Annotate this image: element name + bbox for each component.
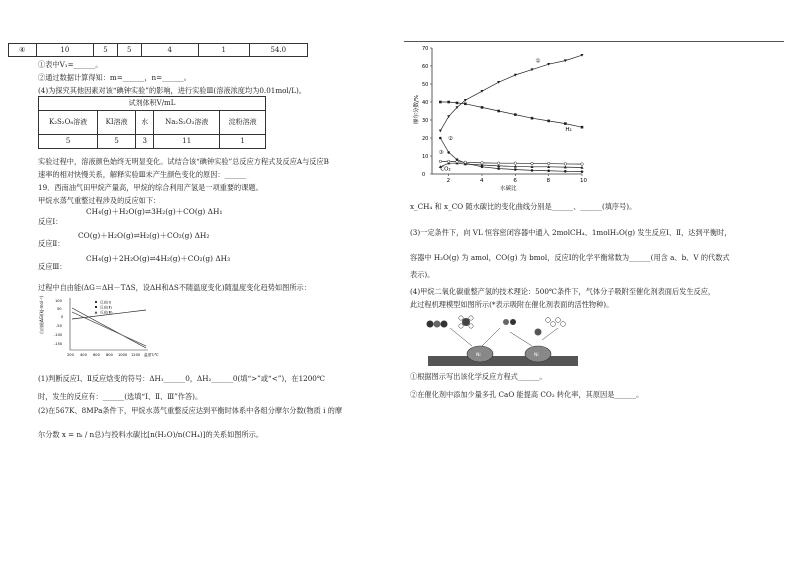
reaction-label: 反应Ⅰ： — [38, 217, 63, 226]
question-line: (3)一定条件下，向 VL 恒容密闭容器中通入 2molCH₄、1molH₂O(g) 发生反应Ⅰ、Ⅱ，达到平衡时， — [410, 228, 732, 237]
reaction-equation: CH₄(g)＋H₂O(g)⇌3H₂(g)＋CO(g) ΔH₁ — [86, 207, 223, 216]
molecule-atom — [441, 321, 448, 328]
question-line: 容器中 H₂O(g) 为 amol，CO(g) 为 bmol，反应Ⅰ的化学平衡常数为______(用含 a、b、V 的代数式 — [410, 253, 730, 262]
question-line: 尔分数 x = nᵢ / n总)与投料水碳比[n(H₂O)/n(CH₄)]的关系如图所示。 — [38, 430, 264, 439]
y-tick: 100 — [55, 299, 62, 303]
question-line: 甲烷水蒸气重整过程涉及的反应如下： — [38, 196, 161, 205]
series-label: ③ — [438, 150, 444, 157]
legend-entry: 反应(Ⅰ) — [100, 300, 112, 305]
data-point — [447, 151, 450, 154]
x-tick-label: 2 — [446, 178, 451, 184]
molecule-atom — [556, 318, 561, 323]
data-point — [547, 120, 550, 123]
data-point — [547, 169, 550, 172]
y-tick-label: 0 — [422, 172, 426, 178]
question-line: (4)为探究其他因素对该“碘钟实验”的影响，进行实验Ⅲ(溶液浓度均为0.01mol/L)。 — [38, 86, 306, 95]
arrow — [542, 328, 558, 340]
series-label: H₂ — [565, 126, 572, 133]
x-tick-label: 6 — [513, 178, 517, 184]
x-tick-label: 4 — [480, 178, 484, 184]
table-cell: 1 — [198, 44, 249, 57]
table-cell: 5 — [94, 44, 118, 57]
data-point — [547, 162, 550, 165]
question-line: ①表中V₁=______。 — [38, 60, 103, 69]
question-line: x_CH₄ 和 x_CO 随水碳比的变化曲线分别是______、______(填序号)。 — [410, 202, 637, 211]
table-cell: 54.0 — [249, 44, 307, 57]
question-line: 此过程机理模型如图所示(*表示吸附在催化剂表面的活性物种)。 — [410, 300, 614, 309]
data-point — [439, 137, 442, 140]
data-point — [497, 162, 500, 165]
y-tick-label: 10 — [422, 154, 429, 160]
series-line — [440, 102, 582, 127]
y-tick-label: 30 — [422, 118, 429, 124]
series-line-reaction-3 — [72, 312, 146, 346]
molecule-atom — [469, 316, 473, 320]
question-line: 过程中自由能(ΔG＝ΔH－TΔS，设ΔH和ΔS不随温度变化)随温度变化趋势如图所示： — [38, 283, 311, 292]
table-cell: 5 — [98, 135, 136, 149]
data-point — [514, 162, 517, 165]
molecule-atom — [469, 324, 473, 328]
legend-entry: 反应(Ⅲ) — [100, 310, 113, 315]
question-line: (2)在567K、8MPa条件下，甲烷水蒸气重整反应达到平衡时体系中各组分摩尔分数(物质 i 的摩 — [38, 406, 343, 415]
question-line: ②在催化剂中添加少量多孔 CaO 能提高 CO₂ 转化率，其原因是______。 — [410, 390, 644, 399]
data-point — [497, 110, 500, 113]
data-point — [456, 102, 459, 105]
x-tick: 600 — [93, 353, 100, 357]
mechanism-diagram — [420, 312, 595, 370]
data-point — [564, 163, 567, 166]
x-tick: 1000 — [118, 353, 128, 357]
data-point — [481, 106, 484, 109]
data-point — [439, 130, 442, 133]
table-col-header: 淀粉溶液 — [220, 111, 266, 135]
table-cell: 4 — [141, 44, 198, 57]
data-point — [514, 168, 517, 171]
y-tick: -150 — [54, 342, 63, 346]
table-cell: 5 — [117, 44, 141, 57]
data-point — [456, 160, 459, 163]
data-point — [447, 101, 450, 104]
data-point — [464, 103, 467, 106]
table-cell: ④ — [9, 44, 37, 57]
question-line: (1)判断反应Ⅰ、Ⅱ反应焓变的符号：ΔH₁______0，ΔH₂______0(填“>”或“<”)，在1200℃ — [38, 374, 325, 383]
legend-entry: 反应(Ⅱ) — [100, 305, 112, 310]
legend-marker — [95, 311, 98, 314]
molecule-atom — [551, 322, 556, 327]
data-point — [447, 160, 450, 163]
molecule-atom — [459, 324, 463, 328]
data-point — [581, 163, 584, 166]
data-point — [531, 117, 534, 120]
series-line — [440, 55, 582, 131]
table-cell: 3 — [136, 135, 154, 149]
molecule-atom — [462, 318, 470, 326]
y-tick-label: 40 — [422, 100, 429, 106]
data-point — [531, 169, 534, 172]
y-tick: 0 — [61, 315, 64, 319]
table-header: 试剂体积V/mL — [39, 97, 266, 111]
data-point — [581, 170, 584, 173]
data-point — [464, 161, 467, 164]
table-col-header: K₂S₂O₈溶液 — [39, 111, 98, 135]
y-tick: -100 — [54, 333, 63, 337]
table-col-header: 水 — [136, 111, 154, 135]
x-tick: 800 — [106, 353, 113, 357]
data-point — [581, 126, 584, 129]
y-tick-label: 60 — [422, 64, 429, 70]
x-tick: 200 — [67, 353, 74, 357]
molecule-atom — [561, 322, 566, 327]
table-cell: 10 — [36, 44, 94, 57]
molecule-atom — [503, 319, 509, 325]
x-tick-label: 8 — [546, 178, 551, 184]
y-tick-label: 50 — [422, 82, 429, 88]
experiment-table — [38, 96, 266, 149]
data-point — [564, 170, 567, 173]
chart-ylabel: 摩尔分数/% — [414, 94, 420, 124]
series-label: ① — [535, 58, 541, 65]
question-line: (4)甲烷二氧化碳重整产氢的技术理论：500℃条件下，气体分子吸附至催化剂表面后发生反应， — [410, 287, 716, 296]
arrow — [450, 328, 472, 346]
free-energy-chart — [40, 294, 168, 360]
data-table-row — [8, 43, 308, 57]
series-label: CO₂ — [440, 166, 451, 173]
legend-marker — [95, 306, 97, 308]
reaction-equation: CH₄(g)＋2H₂O(g)⇌4H₂(g)＋CO₂(g) ΔH₃ — [86, 254, 231, 263]
arrow — [482, 328, 500, 346]
chart-ylabel: 自由能ΔG/(kJ·mol⁻¹) — [39, 295, 44, 334]
mole-fraction-chart — [410, 44, 590, 194]
data-point — [439, 160, 442, 163]
data-point — [564, 122, 567, 125]
data-point — [514, 113, 517, 116]
data-point — [481, 162, 484, 165]
molecule-atom — [510, 319, 516, 325]
legend-marker — [95, 301, 97, 303]
x-axis-label: 温度T/℃ — [144, 353, 159, 357]
table-col-header: KI溶液 — [98, 111, 136, 135]
x-tick: 400 — [80, 353, 87, 357]
y-tick: 50 — [57, 307, 62, 311]
observation-line: 速率的相对快慢关系，解释实验Ⅲ未产生颜色变化的原因：______ — [38, 170, 247, 179]
question-line: ①根据图示写出该化学反应方程式______。 — [410, 372, 547, 381]
molecule-atom — [535, 329, 542, 336]
data-point — [439, 101, 442, 104]
table-cell: 1 — [220, 135, 266, 149]
x-tick-label: 10 — [580, 178, 587, 184]
y-tick: -50 — [56, 324, 62, 328]
molecule-atom — [459, 316, 463, 320]
question-line: ②通过数据计算得知：m=______，n=______。 — [38, 73, 191, 82]
data-point — [531, 162, 534, 165]
catalyst-surface — [428, 356, 578, 366]
ni-label: Ni — [476, 353, 481, 358]
x-tick: 1200 — [131, 353, 141, 357]
molecule-atom — [546, 318, 551, 323]
y-tick-label: 70 — [422, 46, 429, 52]
molecule-atom — [434, 321, 441, 328]
table-cell: 5 — [39, 135, 98, 149]
reaction-label: 反应Ⅱ： — [38, 239, 65, 248]
question-line: 时，发生的反应有：______(选填“Ⅰ、Ⅱ、Ⅲ”作答)。 — [38, 392, 203, 401]
series-label: ② — [448, 135, 453, 142]
question-title: 19．西南油气田甲烷产量高，甲烷的综合利用产氢是一项重要的课题。 — [38, 183, 263, 192]
data-point — [497, 167, 500, 170]
question-line: 表示)。 — [410, 270, 435, 279]
arrow — [510, 332, 532, 346]
chart-xlabel: 水碳比 — [500, 186, 517, 192]
reaction-label: 反应Ⅲ： — [38, 262, 67, 271]
table-cell: 11 — [154, 135, 220, 149]
reaction-equation: CO(g)＋H₂O(g)⇌H₂(g)＋CO₂(g) ΔH₂ — [78, 231, 210, 240]
ni-label: Ni — [534, 353, 539, 358]
table-col-header: Na₂S₂O₃溶液 — [154, 111, 220, 135]
observation-line: 实验过程中，溶液颜色始终无明显变化。试结合该“碘钟实验”总反应方程式及反应A与反应B — [38, 157, 329, 166]
y-tick-label: 20 — [422, 136, 429, 142]
molecule-atom — [427, 321, 434, 328]
top-rule — [404, 41, 784, 42]
